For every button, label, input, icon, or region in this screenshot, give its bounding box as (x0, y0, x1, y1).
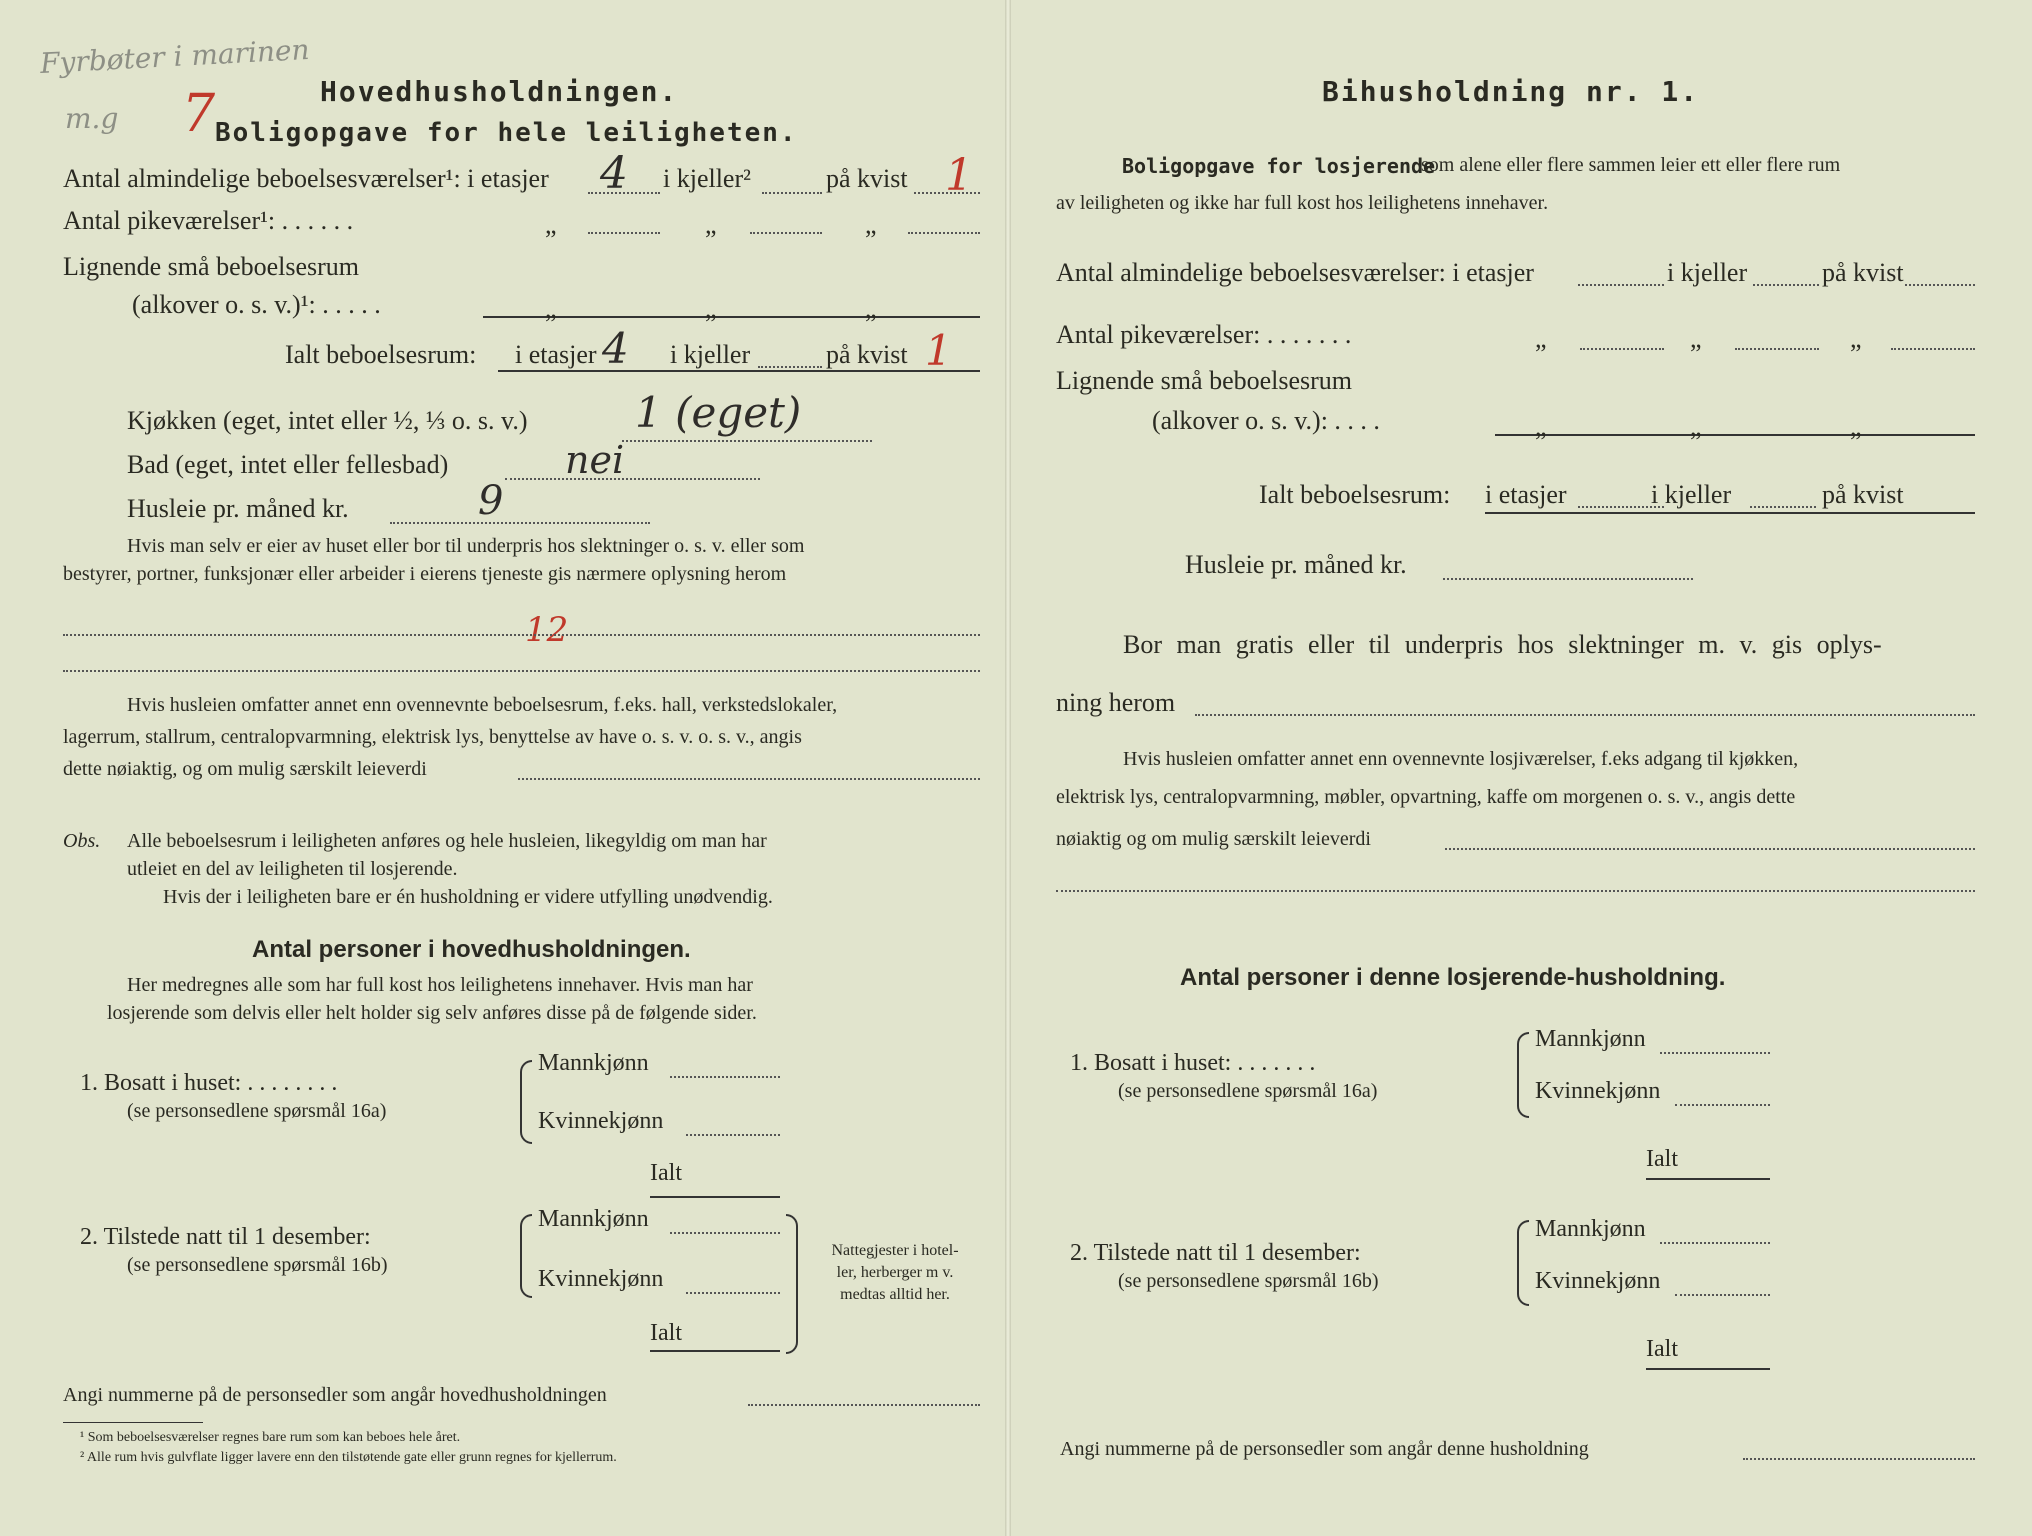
right-page (1015, 20, 2015, 1520)
page-fold (1005, 0, 1011, 1536)
ialt-kjeller-label: i kjeller (670, 340, 751, 369)
rent-field[interactable] (390, 522, 650, 524)
r-row1-label: Antal almindelige beboelsesværelser: i etasjer (1056, 258, 1534, 287)
nattegjester-note-3: medtas alltid her. (840, 1286, 950, 1303)
red-annotation-number: 7 (182, 84, 216, 144)
r-ialt-kjeller-field[interactable] (1750, 506, 1816, 508)
row-small-rooms-label-2: (alkover o. s. v.)¹: . . . . . (132, 290, 381, 319)
r-rent-label: Husleie pr. måned kr. (1185, 550, 1407, 579)
r-persons-title: Antal personer i denne losjerende-husholdning. (1180, 964, 1726, 991)
footnote-rule (63, 1422, 203, 1423)
kjeller-label: i kjeller² (663, 164, 751, 193)
extras-note-line-1: Hvis husleien omfatter annet enn ovennevnte beboelsesrum, f.eks. hall, verkstedslokaler, (127, 694, 838, 716)
q2-ialt-label: Ialt (650, 1320, 682, 1346)
ialt-kvist-value: 1 (925, 326, 952, 375)
r-q1-ialt-rule (1646, 1178, 1770, 1180)
r-q2-kvinne-field[interactable] (1675, 1294, 1770, 1296)
persons-note-line-1: Her medregnes alle som har full kost hos leilighetens innehaver. Hvis man har (127, 974, 753, 996)
q2-right-brace (786, 1214, 798, 1354)
maid-etasjer-field[interactable] (588, 232, 660, 234)
kitchen-value: 1 (eget) (635, 388, 802, 437)
r-maid-kvist-field[interactable] (1891, 348, 1975, 350)
r-q1-brace (1517, 1032, 1529, 1118)
r-q2-mann-label: Mannkjønn (1535, 1216, 1646, 1242)
angi-numbers-field[interactable] (748, 1404, 980, 1406)
ditto-mark: „ (1690, 324, 1702, 353)
extras-note-line-3: dette nøiaktig, og om mulig særskilt leieverdi (63, 758, 427, 780)
nattegjester-note-1: Nattegjester i hotel- (831, 1242, 959, 1259)
right-page-title: Bihusholdning nr. 1. (1322, 75, 1700, 108)
r-q2-sublabel: (se personsedlene spørsmål 16b) (1118, 1270, 1379, 1292)
r-extras-line-1: Hvis husleien omfatter annet enn ovennevnte losjiværelser, f.eks adgang til kjøkken, (1123, 748, 1799, 770)
r-extras-line-2: elektrisk lys, centralopvarmning, møbler, opvartning, kaffe om morgenen o. s. v., angis dette (1056, 786, 1796, 808)
r-q1-label: 1. Bosatt i huset: . . . . . . . (1070, 1050, 1316, 1076)
ditto-mark: „ (705, 210, 717, 239)
r-q2-ialt-rule (1646, 1368, 1770, 1370)
kvist-label: på kvist (826, 164, 908, 193)
r-angi-numbers-label: Angi nummerne på de personsedler som angår denne husholdning (1060, 1438, 1589, 1460)
ialt-etasjer-label: i etasjer (515, 340, 597, 369)
r-rent-field[interactable] (1443, 578, 1693, 580)
page-title: Hovedhusholdningen. (320, 75, 679, 108)
ialt-kjeller-field[interactable] (758, 366, 822, 368)
q1-kvinne-label: Kvinnekjønn (538, 1108, 664, 1134)
kjeller-field[interactable] (762, 192, 822, 194)
q1-ialt-rule (650, 1196, 780, 1198)
r-q1-ialt-label: Ialt (1646, 1146, 1678, 1172)
r-ialt-kvist-label: på kvist (1822, 480, 1904, 509)
r-q1-mann-label: Mannkjønn (1535, 1026, 1646, 1052)
gratis-line-1: Bor man gratis eller til underpris hos slektninger m. v. gis oplys- (1123, 630, 1882, 659)
r-maid-kjeller-field[interactable] (1735, 348, 1819, 350)
owner-note-line-1: Hvis man selv er eier av huset eller bor til underpris hos slektninger o. s. v. eller som (127, 535, 805, 557)
q2-label: 2. Tilstede natt til 1 desember: (80, 1224, 371, 1250)
r-angi-numbers-field[interactable] (1743, 1458, 1975, 1460)
q2-brace (520, 1214, 532, 1298)
kvist-value: 1 (945, 150, 973, 201)
r-small-rooms-rule (1495, 434, 1975, 436)
ditto-mark: „ (865, 210, 877, 239)
page-subtitle: Boligopgave for hele leiligheten. (215, 118, 798, 148)
bath-value: nei (565, 438, 625, 482)
bath-field[interactable] (505, 478, 760, 480)
ditto-mark: „ (545, 294, 557, 323)
ditto-mark: „ (1535, 324, 1547, 353)
q1-label: 1. Bosatt i huset: . . . . . . . . (80, 1070, 338, 1096)
q1-mann-field[interactable] (670, 1076, 780, 1078)
q1-ialt-label: Ialt (650, 1160, 682, 1186)
q2-sublabel: (se personsedlene spørsmål 16b) (127, 1254, 388, 1276)
r-extras-field[interactable] (1445, 848, 1975, 850)
owner-note-field-2[interactable] (63, 670, 980, 672)
persons-note-line-2: losjerende som delvis eller helt holder sig selv anføres disse på de følgende sider. (107, 1002, 757, 1024)
r-q1-kvinne-field[interactable] (1675, 1104, 1770, 1106)
r-q1-kvinne-label: Kvinnekjønn (1535, 1078, 1661, 1104)
r-extras-line-3: nøiaktig og om mulig særskilt leieverdi (1056, 828, 1371, 850)
q1-brace (520, 1060, 532, 1144)
r-row3-label: Lignende små beboelsesrum (1056, 366, 1353, 395)
r-q2-mann-field[interactable] (1660, 1242, 1770, 1244)
ialt-rooms-label: Ialt beboelsesrum: (285, 340, 477, 369)
obs-line-2: utleiet en del av leiligheten til losjerende. (127, 858, 458, 880)
r-ialt-etasjer-label: i etasjer (1485, 480, 1567, 509)
r-q2-ialt-label: Ialt (1646, 1336, 1678, 1362)
r-kvist-label: på kvist (1822, 258, 1904, 287)
small-rooms-rule (483, 316, 980, 318)
row-small-rooms-label: Lignende små beboelsesrum (63, 252, 360, 281)
obs-label: Obs. (63, 830, 101, 852)
angi-numbers-label: Angi nummerne på de personsedler som angår hovedhusholdningen (63, 1384, 607, 1406)
gratis-field[interactable] (1195, 714, 1975, 716)
owner-note-line-2: bestyrer, portner, funksjonær eller arbeider i eierens tjeneste gis nærmere oplysning herom (63, 563, 787, 585)
row-ordinary-rooms-label: Antal almindelige beboelsesværelser¹: i etasjer (63, 164, 549, 193)
ditto-mark: „ (545, 210, 557, 239)
r-row3-label-2: (alkover o. s. v.): . . . . (1152, 406, 1380, 435)
r-q2-kvinne-label: Kvinnekjønn (1535, 1268, 1661, 1294)
ialt-etasjer-value: 4 (602, 324, 629, 373)
owner-note-field[interactable] (63, 634, 980, 636)
r-ialt-kjeller-label: i kjeller (1651, 480, 1732, 509)
r-ialt-rule (1485, 512, 1975, 514)
persons-title: Antal personer i hovedhusholdningen. (252, 936, 691, 963)
q2-mann-label: Mannkjønn (538, 1206, 649, 1232)
ialt-kvist-label: på kvist (826, 340, 908, 369)
red-annotation-12: 12 (525, 610, 569, 650)
extras-note-line-2: lagerrum, stallrum, centralopvarmning, elektrisk lys, benyttelse av have o. s. v. o. s. v., angis (63, 726, 802, 748)
r-q2-brace (1517, 1220, 1529, 1306)
r-row2-label: Antal pikeværelser: . . . . . . . (1056, 320, 1352, 349)
rent-value: 9 (478, 478, 504, 524)
r-kjeller-label: i kjeller (1667, 258, 1748, 287)
row-maid-rooms-label: Antal pikeværelser¹: . . . . . . (63, 206, 354, 235)
kitchen-field[interactable] (622, 440, 872, 442)
intro-bold: Boligopgave for losjerende (1122, 154, 1436, 178)
pencil-note: Fyrbøter i marinen (39, 32, 311, 81)
r-maid-etasjer-field[interactable] (1580, 348, 1664, 350)
ditto-mark: „ (1850, 324, 1862, 353)
maid-kvist-field[interactable] (908, 232, 980, 234)
bath-label: Bad (eget, intet eller fellesbad) (127, 450, 449, 479)
footnote-1: ¹ Som beboelsesværelser regnes bare rum som kan beboes hele året. (80, 1430, 461, 1445)
extras-field[interactable] (518, 778, 980, 780)
left-page (10, 20, 1005, 1520)
pencil-note-2: m.g (65, 102, 119, 135)
ditto-mark: „ (1850, 412, 1862, 441)
r-extras-field-2[interactable] (1056, 890, 1975, 892)
nattegjester-note-2: ler, herberger m v. (836, 1264, 954, 1281)
obs-line-1: Alle beboelsesrum i leiligheten anføres og hele husleien, likegyldig om man har (127, 830, 767, 852)
ditto-mark: „ (865, 294, 877, 323)
r-q1-sublabel: (se personsedlene spørsmål 16a) (1118, 1080, 1378, 1102)
gratis-line-2: ning herom (1056, 688, 1176, 717)
rent-label: Husleie pr. måned kr. (127, 494, 349, 523)
r-kjeller-field[interactable] (1753, 284, 1819, 286)
q2-mann-field[interactable] (670, 1232, 780, 1234)
r-q1-mann-field[interactable] (1660, 1052, 1770, 1054)
intro-line-1: som alene eller flere sammen leier ett eller flere rum (1421, 154, 1841, 176)
ditto-mark: „ (705, 294, 717, 323)
ditto-mark: „ (1535, 412, 1547, 441)
q1-sublabel: (se personsedlene spørsmål 16a) (127, 1100, 387, 1122)
r-ialt-label: Ialt beboelsesrum: (1259, 480, 1451, 509)
maid-kjeller-field[interactable] (750, 232, 822, 234)
r-q2-label: 2. Tilstede natt til 1 desember: (1070, 1240, 1361, 1266)
etasjer-value: 4 (600, 148, 628, 199)
ialt-rule (498, 370, 980, 372)
q1-kvinne-field[interactable] (686, 1134, 780, 1136)
ditto-mark: „ (1690, 412, 1702, 441)
q2-kvinne-label: Kvinnekjønn (538, 1266, 664, 1292)
obs-line-3: Hvis der i leiligheten bare er én husholdning er videre utfylling unødvendig. (163, 886, 773, 908)
kitchen-label: Kjøkken (eget, intet eller ½, ⅓ o. s. v.) (127, 406, 528, 435)
intro-line-2: av leiligheten og ikke har full kost hos leilighetens innehaver. (1056, 192, 1549, 214)
q1-mann-label: Mannkjønn (538, 1050, 649, 1076)
q2-ialt-rule (650, 1350, 780, 1352)
r-kvist-field[interactable] (1905, 284, 1975, 286)
r-etasjer-field[interactable] (1578, 284, 1664, 286)
q2-kvinne-field[interactable] (686, 1292, 780, 1294)
footnote-2: ² Alle rum hvis gulvflate ligger lavere enn den tilstøtende gate eller grunn regnes for kjellerrum. (80, 1450, 617, 1465)
